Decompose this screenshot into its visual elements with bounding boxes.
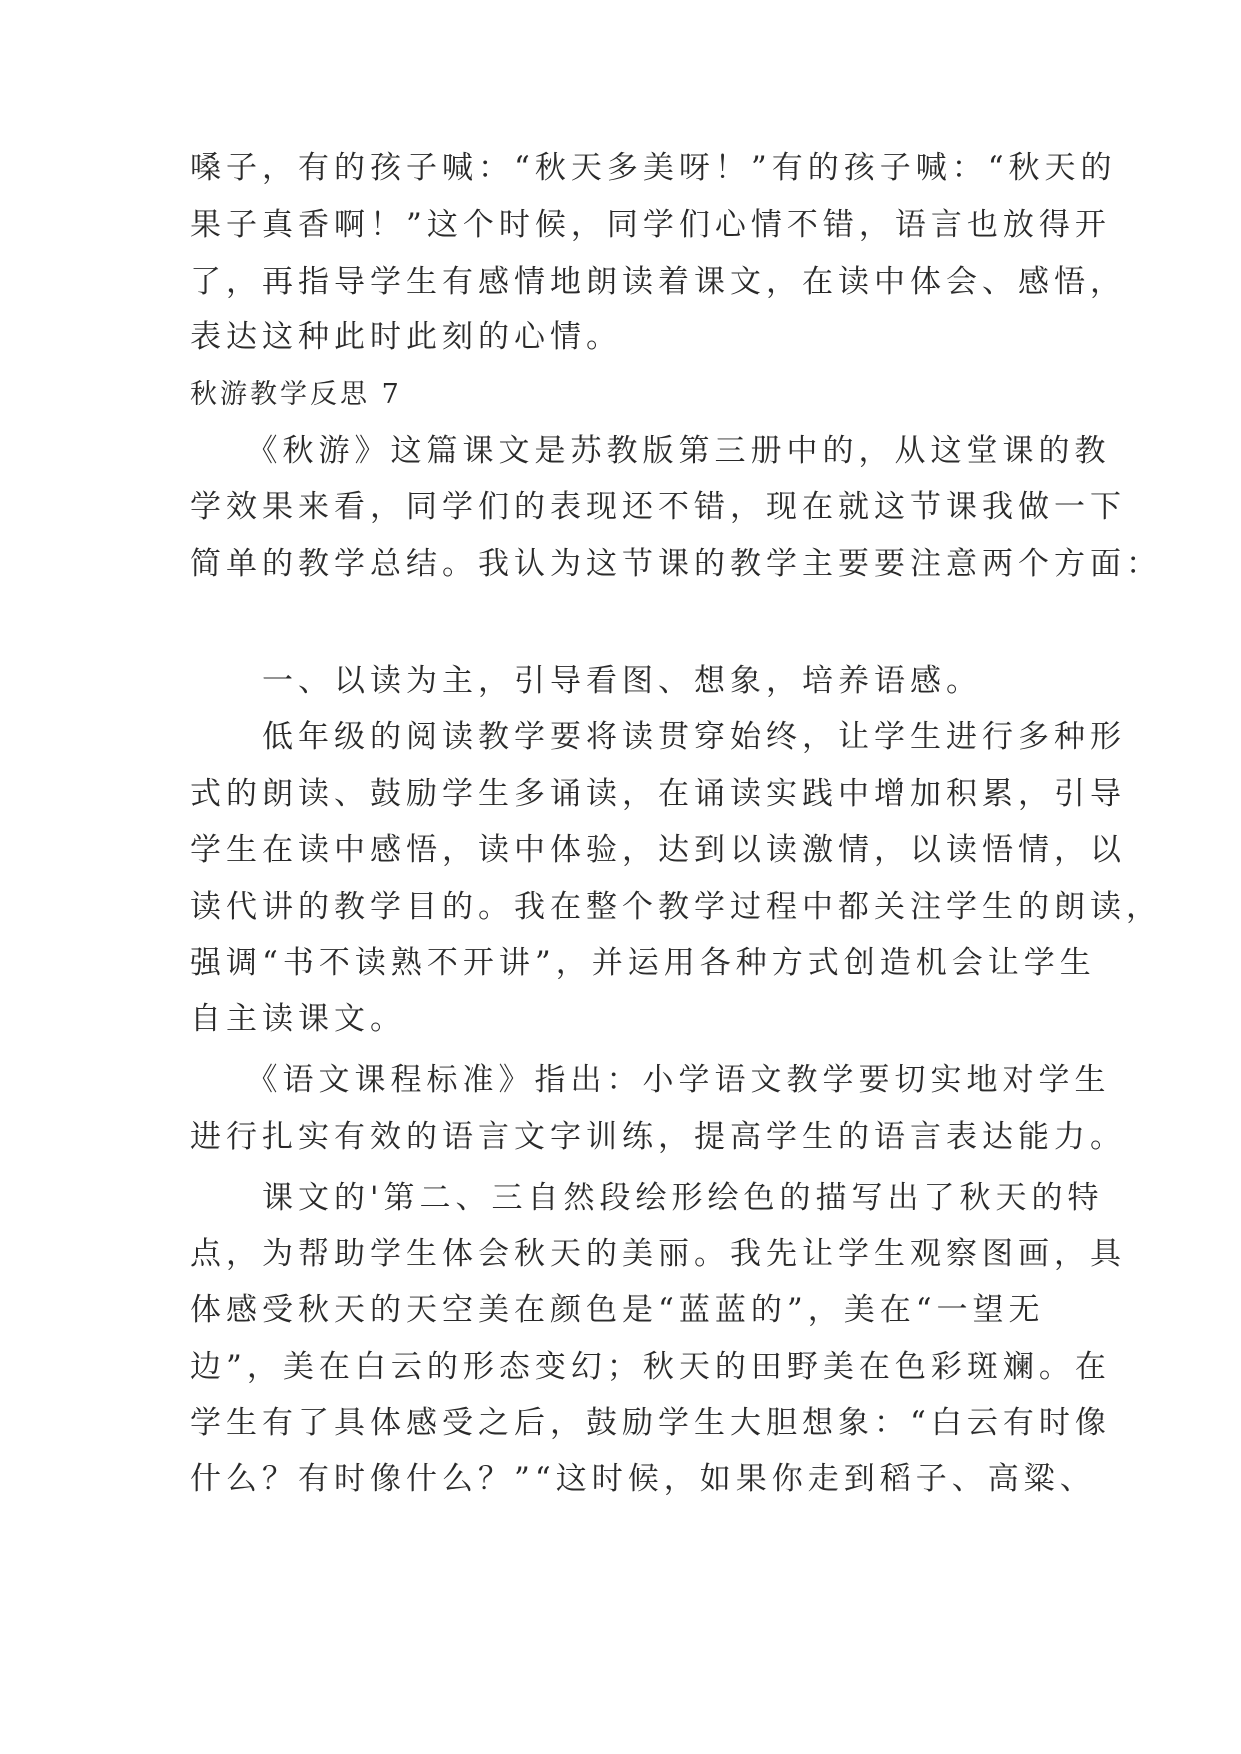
section-heading: 秋游教学反思 7 <box>190 379 402 410</box>
paragraph-line: 点，为帮助学生体会秋天的美丽。我先让学生观察图画，具 <box>190 1236 1126 1272</box>
paragraph-line: 式的朗读、鼓励学生多诵读，在诵读实践中增加积累，引导 <box>190 776 1126 812</box>
paragraph-line: 自主读课文。 <box>190 1001 406 1037</box>
paragraph-line: 读代讲的教学目的。我在整个教学过程中都关注学生的朗读， <box>190 889 1162 925</box>
paragraph-line: 《秋游》这篇课文是苏教版第三册中的，从这堂课的教 <box>190 433 1111 469</box>
paragraph-line: 什么？有时像什么？”“这时候，如果你走到稻子、高粱、 <box>190 1461 1096 1497</box>
paragraph-line: 了，再指导学生有感情地朗读着课文，在读中体会、感悟， <box>190 264 1126 300</box>
paragraph-line: 学效果来看，同学们的表现还不错，现在就这节课我做一下 <box>190 489 1126 525</box>
paragraph-line: 果子真香啊！”这个时候，同学们心情不错，语言也放得开 <box>190 207 1111 243</box>
paragraph-line: 嗓子，有的孩子喊：“秋天多美呀！”有的孩子喊：“秋天的 <box>190 150 1117 186</box>
paragraph-line: 进行扎实有效的语言文字训练，提高学生的语言表达能力。 <box>190 1119 1126 1155</box>
paragraph-line: 学生有了具体感受之后，鼓励学生大胆想象：“白云有时像 <box>190 1405 1111 1441</box>
paragraph-line: 边”，美在白云的形态变幻；秋天的田野美在色彩斑斓。在 <box>190 1349 1111 1385</box>
paragraph-line: 《语文课程标准》指出：小学语文教学要切实地对学生 <box>190 1062 1111 1098</box>
paragraph-line: 简单的教学总结。我认为这节课的教学主要要注意两个方面： <box>190 546 1162 582</box>
paragraph-line: 课文的'第二、三自然段绘形绘色的描写出了秋天的特 <box>190 1180 1104 1216</box>
paragraph-line: 体感受秋天的天空美在颜色是“蓝蓝的”，美在“一望无 <box>190 1292 1045 1328</box>
paragraph-line: 学生在读中感悟，读中体验，达到以读激情，以读悟情，以 <box>190 832 1126 868</box>
paragraph-line: 强调“书不读熟不开讲”，并运用各种方式创造机会让学生 <box>190 945 1096 981</box>
paragraph-line: 表达这种此时此刻的心情。 <box>190 319 622 355</box>
paragraph-line: 低年级的阅读教学要将读贯穿始终，让学生进行多种形 <box>190 719 1126 755</box>
subheading-line: 一、以读为主，引导看图、想象，培养语感。 <box>190 663 982 699</box>
